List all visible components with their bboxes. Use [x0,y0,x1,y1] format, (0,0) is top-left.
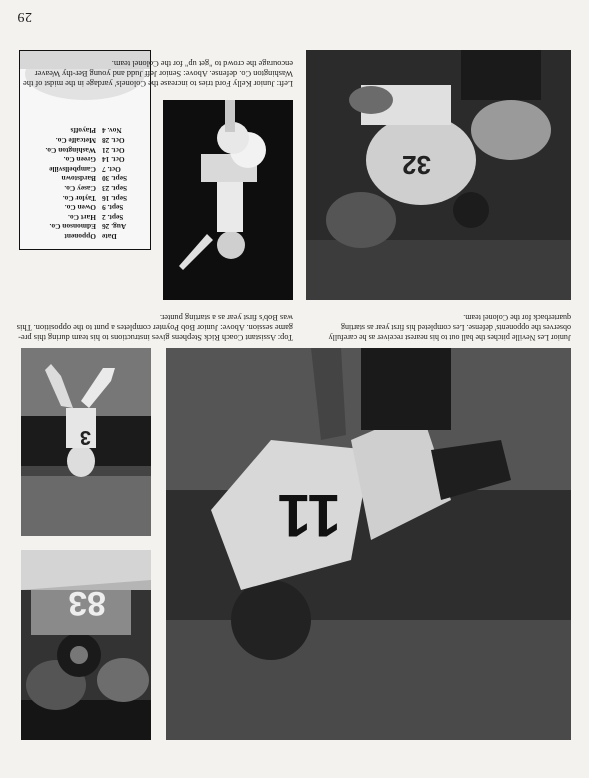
schedule-row [20,203,150,213]
schedule-opponent: Campbellsville [49,164,96,174]
schedule-date: Nov. 4 [102,126,122,136]
schedule-opponent: Taylor Co. [62,193,96,203]
schedule-date: Sept. 9 [102,203,124,213]
punter-photo [21,348,151,536]
schedule-row [20,222,150,232]
schedule-row [20,145,150,155]
schedule-row [20,212,150,222]
huddle-photo [21,550,151,740]
schedule-list [20,126,150,241]
caption-left-above: Left: Junior Kelly Ford tries to increase the Colonels' yardage in the midst of the Washington Co. defense. Above: Senior Jeff Judd and young Ber-thy Weaver encourage the crowd to "get up" for the Colonel team. [23,59,293,88]
caption-top-above: Top: Assistant Coach Rick Stephens gives instructions to his team during this pre-game session. Above: Junior Bob Poynter completes a punt to the opposition. This was Bob's first year as a starting punter. [16,313,293,342]
schedule-opponent: Hart Co. [68,212,96,222]
schedule-opponent: Green Co. [63,155,96,165]
schedule-header-date: Date [102,232,117,241]
schedule-date: Oct. 21 [102,145,125,155]
quarterback-photo [166,348,571,740]
schedule-date: Oct. 7 [102,164,121,174]
schedule-date: Sept. 23 [102,184,128,194]
schedule-header [20,231,150,241]
schedule-date: Sept. 16 [102,193,128,203]
schedule-opponent: Bardstown [61,174,96,184]
schedule-row [20,155,150,165]
jersey-number-83: 83 [68,584,106,622]
page-number: 29 [17,9,32,24]
tackle-photo [306,50,571,300]
schedule-opponent: Casey Co. [64,184,96,194]
caption-main-visible: Junior Les Neville pitches the ball out to his nearest receiver as he carefully observes the opponents' defense. Les completed his first year as starting quarterback for the Colonel team. [328,313,571,342]
schedule-row [20,135,150,145]
jersey-number-11: 11 [277,482,341,549]
schedule-row [20,174,150,184]
schedule-date: Oct. 14 [102,155,125,165]
schedule-opponent: Metcalfe Co. [55,136,96,146]
jersey-number-3: 3 [79,426,91,448]
schedule-date: Oct. 28 [102,136,125,146]
schedule-date: Aug. 26 [102,222,127,232]
schedule-row [20,126,150,136]
schedule-opponent: Owen Co. [64,203,96,213]
cheerleader-photo [163,100,293,300]
schedule-row [20,164,150,174]
schedule-opponent: Playoffs [70,126,96,136]
jersey-number-32: 32 [402,150,431,180]
schedule-row [20,183,150,193]
schedule-opponent: Edmonson Co. [49,222,96,232]
schedule-header-opponent: Opponent [64,232,96,241]
schedule-row [20,193,150,203]
schedule-date: Sept. 2 [102,212,124,222]
schedule-date: Sept. 30 [102,174,128,184]
schedule-opponent: Washington Co. [45,145,96,155]
